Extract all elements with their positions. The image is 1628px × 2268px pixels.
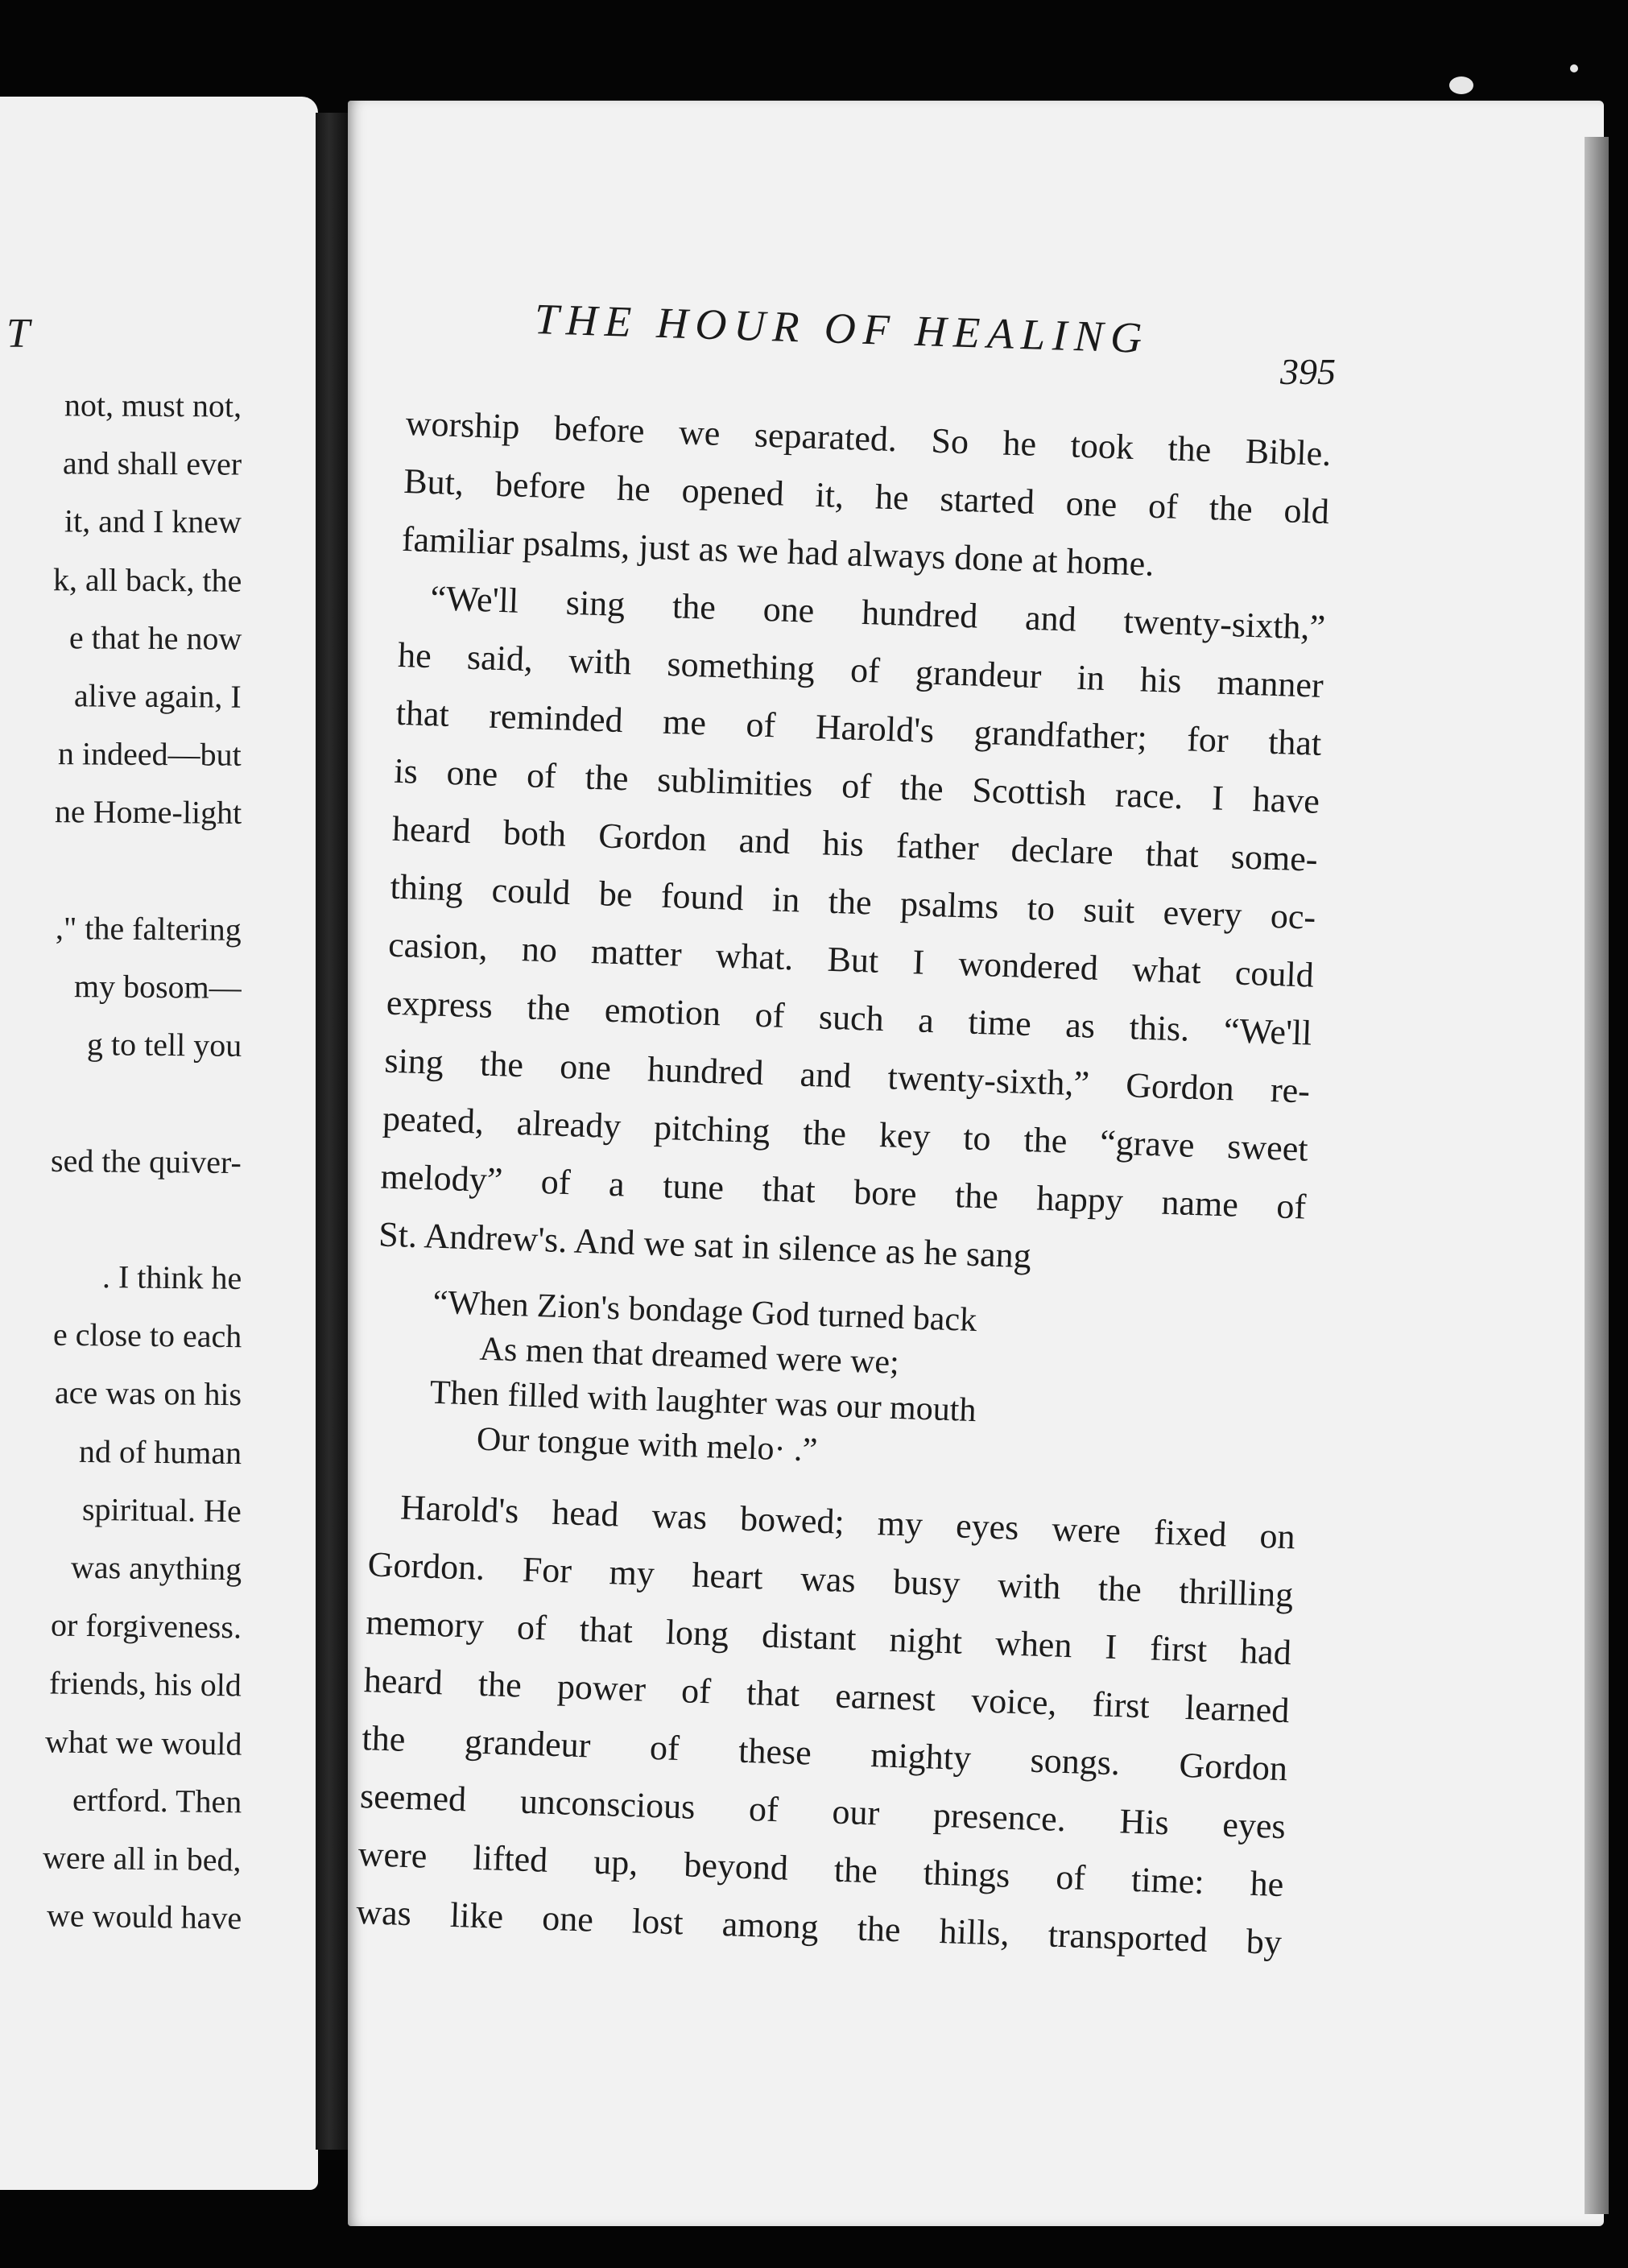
verse-line: Then filled with laughter was our mouth — [429, 1374, 977, 1430]
text-line: he said, with something of grandeur in his manner — [397, 634, 1324, 705]
left-page-line: what we would — [44, 1722, 242, 1762]
left-page — [0, 97, 318, 2190]
page-edge — [1585, 137, 1609, 2214]
left-page-line: e that he now — [68, 619, 242, 657]
text-line: thing could be found in the psalms to suit every oc- — [389, 866, 1316, 937]
text-line: peated, already pitching the key to the “grave sweet — [382, 1098, 1309, 1169]
text-line: express the emotion of such a time as this. “We'll — [386, 982, 1313, 1053]
text-line: Harold's head was bowed; my eyes were fixed on — [399, 1487, 1296, 1557]
paragraph-2 — [378, 568, 1334, 1295]
left-page-line: nd of human — [78, 1432, 242, 1471]
left-page-line: ne Home-light — [54, 793, 242, 832]
text-line: St. Andrew's. And we sat in silence as he sang — [378, 1214, 1032, 1276]
book-gutter — [316, 113, 349, 2150]
paragraph-3 — [355, 1477, 1304, 1972]
left-page-line: k, all back, the — [52, 560, 242, 599]
text-line: Gordon. For my heart was busy with the thrilling — [366, 1544, 1294, 1615]
scan-speck — [1570, 64, 1578, 72]
left-page-line: was anything — [70, 1548, 242, 1588]
left-page-line: e close to each — [52, 1316, 242, 1355]
left-page-line: spiritual. He — [82, 1490, 242, 1529]
text-line: But, before he opened it, he started one of the old — [403, 461, 1330, 532]
left-running-head-fragment: T — [6, 311, 35, 357]
verse-line: Our tongue with melo· .” — [476, 1420, 818, 1469]
psalm-verse — [371, 1278, 1311, 1489]
left-page-line: friends, his old — [48, 1664, 242, 1704]
left-page-line: g to tell you — [86, 1026, 242, 1064]
text-line: “We'll sing the one hundred and twenty-sixth,” — [429, 578, 1326, 647]
text-line: familiar psalms, just as we had always done at home. — [401, 518, 1155, 584]
text-line: sing the one hundred and twenty-sixth,” Gordon re- — [383, 1040, 1311, 1111]
paragraph-1 — [401, 395, 1341, 599]
left-page-line: or forgiveness. — [50, 1606, 242, 1646]
left-page-line: ," the faltering — [56, 909, 242, 948]
text-line: was like one lost among the hills, transported by — [355, 1891, 1283, 1963]
text-line: worship before we separated. So he took the Bible. — [405, 403, 1333, 474]
page-number: 395 — [1280, 351, 1336, 392]
verse-line: “When Zion's bondage God turned back — [432, 1283, 977, 1340]
left-page-line: my bosom— — [74, 968, 242, 1006]
left-page-line: ace was on his — [54, 1374, 242, 1413]
left-page-line: we would have — [46, 1897, 242, 1936]
running-head: THE HOUR OF HEALING — [534, 294, 1151, 362]
text-line: that reminded me of Harold's grandfather; for that — [395, 692, 1323, 763]
page-body — [355, 395, 1340, 1972]
text-line: heard both Gordon and his father declare that some- — [391, 808, 1319, 879]
left-page-line: not, must not, — [64, 386, 242, 424]
text-line: is one of the sublimities of the Scottish race. I have — [393, 750, 1320, 821]
left-page-line: n indeed—but — [58, 735, 242, 774]
verse-line: As men that dreamed were we; — [478, 1330, 900, 1382]
text-line: the grandeur of these mighty songs. Gordon — [361, 1718, 1288, 1789]
text-line: heard the power of that earnest voice, first learned — [363, 1660, 1291, 1731]
left-page-line: and shall ever — [62, 444, 242, 482]
text-line: melody” of a tune that bore the happy name of — [379, 1156, 1307, 1227]
scan-speck — [1449, 76, 1473, 94]
text-line: were lifted up, beyond the things of time: he — [357, 1834, 1285, 1905]
left-page-line: were all in bed, — [43, 1839, 242, 1878]
left-page-line: ertford. Then — [72, 1781, 242, 1820]
left-page-line: sed the quiver- — [50, 1142, 242, 1180]
left-page-line: alive again, I — [74, 677, 242, 715]
left-page-line: . I think he — [101, 1258, 242, 1296]
text-line: seemed unconscious of our presence. His eyes — [359, 1776, 1287, 1847]
text-line: casion, no matter what. But I wondered what could — [387, 924, 1315, 995]
text-line: memory of that long distant night when I first had — [365, 1602, 1292, 1673]
left-page-line: it, and I knew — [64, 502, 242, 541]
